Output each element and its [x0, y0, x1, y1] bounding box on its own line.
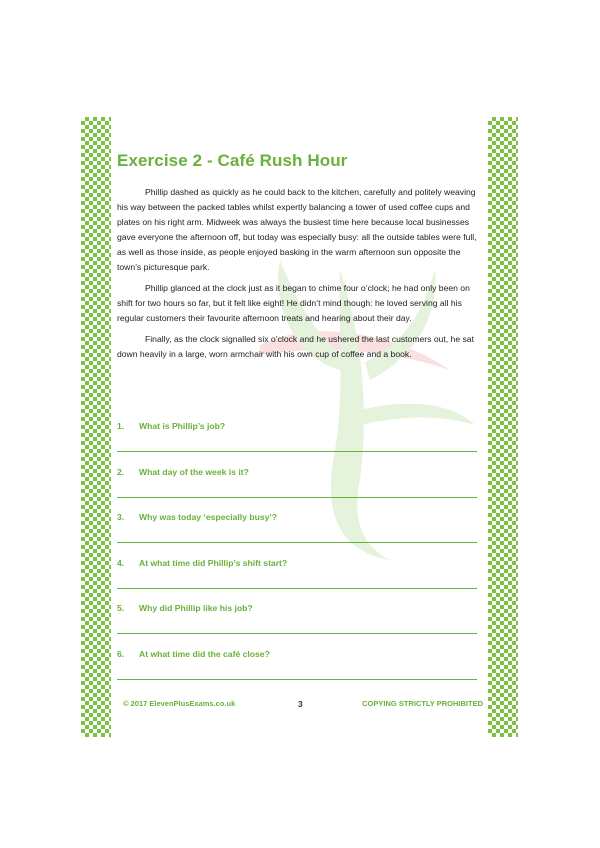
question-number: 6. — [117, 648, 125, 659]
passage-paragraph: Phillip dashed as quickly as he could back to the kitchen, carefully and politely weaving his way between the packed tables whilst expertly balancing a tower of used coffee cups and plates on his right arm. Midweek was always the busiest time here because local businesses gave everyone the afternoon off, but today was especially busy: all the outside tables were full, as well as those inside, as people enjoyed basking in the warm afternoon sun opposite the town’s picturesque park. — [117, 187, 477, 272]
question-text: At what time did Phillip’s shift start? — [139, 557, 288, 568]
question-text: What day of the week is it? — [139, 466, 249, 477]
answer-line[interactable] — [117, 497, 477, 498]
answer-line[interactable] — [117, 451, 477, 452]
page-number: 3 — [298, 699, 303, 709]
question-item — [117, 646, 477, 692]
page-footer — [123, 699, 483, 713]
page-title: Exercise 2 - Café Rush Hour — [117, 151, 348, 170]
question-number: 2. — [117, 466, 125, 477]
question-item — [117, 464, 477, 510]
reading-passage — [117, 185, 479, 368]
passage-paragraph: Finally, as the clock signalled six o’clock and he ushered the last customers out, he sat down heavily in a large, worn armchair with his own cup of coffee and a book. — [117, 334, 474, 359]
copying-notice: COPYING STRICTLY PROHIBITED — [362, 699, 483, 708]
checkered-border-right — [488, 117, 518, 737]
question-item — [117, 418, 477, 464]
question-text: What is Phillip’s job? — [139, 421, 226, 431]
answer-line[interactable] — [117, 633, 477, 634]
question-text: At what time did the café close? — [139, 648, 270, 659]
question-number: 1. — [117, 421, 125, 431]
question-number: 3. — [117, 512, 125, 523]
question-text: Why did Phillip like his job? — [139, 603, 253, 614]
question-number: 4. — [117, 557, 125, 568]
copyright-text: © 2017 ElevenPlusExams.co.uk — [123, 699, 236, 708]
checkered-border-left — [81, 117, 111, 737]
question-item — [117, 600, 477, 646]
answer-line[interactable] — [117, 679, 477, 680]
question-item — [117, 555, 477, 601]
question-number: 5. — [117, 603, 125, 614]
question-item — [117, 509, 477, 555]
passage-paragraph: Phillip glanced at the clock just as it began to chime four o’clock; he had only been on shift for two hours so far, but it felt like eight! He didn’t mind though: he loved serving all his regular customers their favourite afternoon treats and hearing about their day. — [117, 283, 470, 323]
question-text: Why was today ‘especially busy’? — [139, 512, 278, 523]
answer-line[interactable] — [117, 542, 477, 543]
question-list — [117, 418, 477, 692]
answer-line[interactable] — [117, 588, 477, 589]
